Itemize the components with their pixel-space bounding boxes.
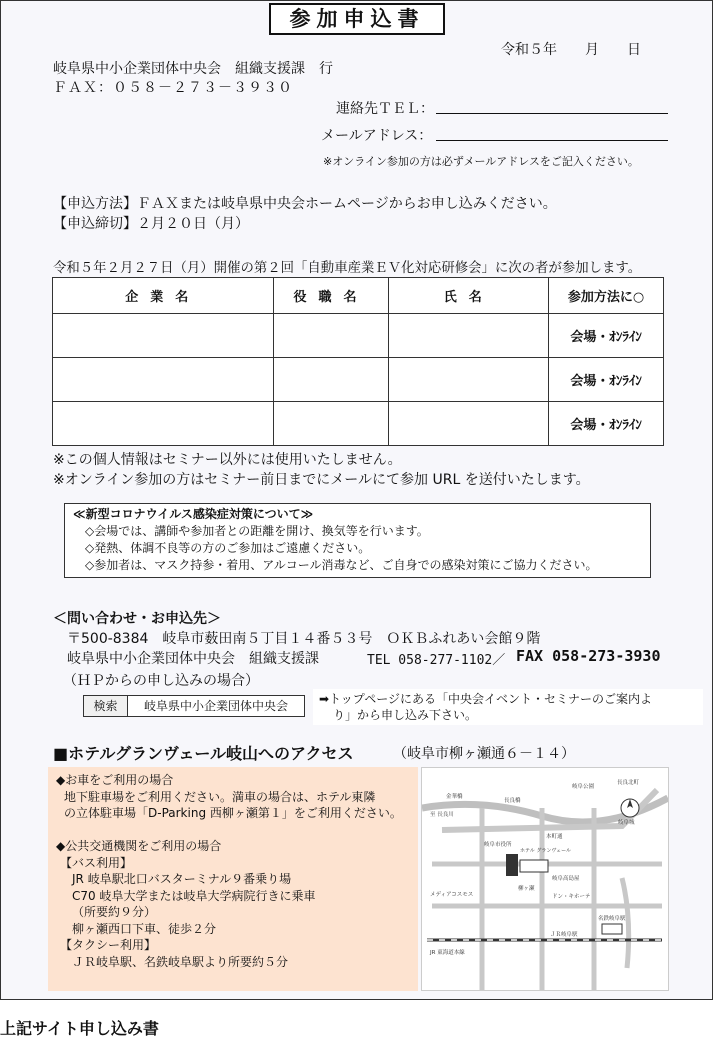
table-row: [53, 314, 664, 358]
map-label: 本町通: [546, 834, 563, 840]
recipient: 岐阜県中小企業団体中央会 組織支援課 行: [53, 61, 333, 77]
access-map: [421, 767, 669, 991]
position-cell[interactable]: [273, 358, 389, 402]
search-label: 検索: [84, 696, 128, 716]
map-label: JR 東海道本線: [430, 950, 465, 956]
map-label: ホテル グランヴェール: [520, 848, 572, 854]
access-line: の立体駐車場「D-Parking 西柳ヶ瀬第１」をご利用ください。: [64, 806, 402, 820]
col-company: 企業名: [53, 278, 274, 314]
access-line: ◆お車をご利用の場合: [56, 773, 174, 787]
access-line: 柳ヶ瀬西口下車、徒歩２分: [72, 921, 217, 936]
map-label: 柳ヶ瀬: [518, 886, 535, 892]
search-value: 岐阜県中小企業団体中央会: [143, 699, 288, 713]
form-title: 参加申込書: [269, 3, 445, 35]
access-heading: ■ホテルグランヴェール岐山へのアクセス: [53, 744, 354, 763]
col-name: 氏名: [389, 278, 549, 314]
tel-field[interactable]: [436, 113, 668, 114]
table-row: [53, 402, 664, 446]
map-label: メディアコスモス: [430, 892, 474, 898]
map-label: 岐阜公園: [572, 784, 595, 790]
map-label: 至 長良川: [430, 812, 454, 818]
search-box: [83, 695, 305, 717]
hp-note-line: ➡トップページにある「中央会イベント・セミナーのご案内よ: [319, 692, 652, 706]
tel-label: 連絡先ＴＥＬ：: [336, 101, 434, 117]
contact-heading: ＜問い合わせ・お申込先＞: [53, 611, 221, 627]
map-label: 名鉄岐阜駅: [598, 916, 626, 922]
access-line: [56, 822, 410, 839]
contact-tel: TEL 058-277-1102／: [367, 653, 506, 668]
hp-note: [313, 689, 703, 725]
footer-caption: 上記サイト申し込み書: [0, 1019, 159, 1038]
access-line: 【タクシー利用】: [60, 938, 157, 952]
map-label: 岐阜市役所: [484, 842, 512, 848]
company-cell[interactable]: [53, 402, 274, 446]
name-cell[interactable]: [389, 358, 549, 402]
covid-item: ◇発熱、体調不良等の方のご参加はご遠慮ください。: [85, 541, 371, 555]
apply-method: 【申込方法】ＦＡＸまたは岐阜県中央会ホームページからお申し込みください。: [53, 196, 557, 212]
apply-deadline: 【申込締切】２月２０日（月）: [53, 216, 249, 232]
date-line: 令和５年 月 日: [501, 42, 641, 58]
email-note: ※オンライン参加の方は必ずメールアドレスをご記入ください。: [323, 155, 639, 168]
access-line: 地下駐車場をご利用ください。満車の場合は、ホテル東隣: [64, 789, 376, 804]
access-line: 【バス利用】: [60, 855, 133, 870]
access-line: JR 岐阜駅北口バスターミナル９番乗り場: [72, 872, 292, 886]
hp-label: （ＨＰからの申し込みの場合）: [63, 673, 259, 689]
position-cell[interactable]: [273, 314, 389, 358]
fax-number: ＦＡＸ：０５８－２７３－３９３０: [53, 80, 293, 96]
map-graphic: [422, 768, 668, 990]
name-cell[interactable]: [389, 402, 549, 446]
contact-fax: FAX 058-273-3930: [516, 647, 661, 665]
map-label: 金華橋: [446, 794, 463, 800]
covid-item: ◇会場では、講師や参加者との距離を開け、換気等を行います。: [85, 524, 429, 538]
company-cell[interactable]: [53, 314, 274, 358]
col-position: 役職名: [273, 278, 389, 314]
company-cell[interactable]: [53, 358, 274, 402]
method-cell[interactable]: 会場・ｵﾝﾗｲﾝ: [549, 314, 664, 358]
covid-box: [64, 503, 651, 578]
access-info: [48, 767, 418, 991]
email-label: メールアドレス：: [321, 128, 433, 144]
map-label: 岐阜高島屋: [552, 876, 580, 882]
name-cell[interactable]: [389, 314, 549, 358]
covid-item: ◇参加者は、マスク持参・着用、アルコール消毒など、ご自身での感染対策にご協力ください。: [85, 558, 598, 572]
access-address: （岐阜市柳ヶ瀬通６－１４）: [393, 746, 575, 762]
table-row: [53, 358, 664, 402]
email-field[interactable]: [436, 140, 668, 141]
col-method: 参加方法に○: [549, 278, 664, 314]
hp-note-line: り」から申し込み下さい。: [333, 708, 478, 722]
position-cell[interactable]: [273, 402, 389, 446]
map-label: 岐阜城: [618, 820, 635, 826]
access-line: （所要約９分）: [72, 905, 157, 919]
contact-address: 〒500-8384 岐阜市薮田南５丁目１４番５３号 ＯＫＢふれあい会館９階: [67, 631, 541, 647]
method-cell[interactable]: 会場・ｵﾝﾗｲﾝ: [549, 358, 664, 402]
online-note: ※オンライン参加の方はセミナー前日までにメールにて参加 URL を送付いたします。: [53, 472, 590, 488]
table-header-row: [53, 278, 664, 314]
access-line: ＪＲ岐阜駅、名鉄岐阜駅より所要約５分: [72, 954, 289, 969]
covid-title: ≪新型コロナウイルス感染症対策について≫: [73, 507, 314, 521]
entry-table: [52, 277, 664, 446]
access-line: ◆公共交通機関をご利用の場合: [56, 839, 222, 853]
map-label: ＪＲ岐阜駅: [550, 932, 578, 938]
contact-org: 岐阜県中小企業団体中央会 組織支援課: [67, 651, 319, 667]
map-label: ドン・キホーテ: [552, 894, 591, 900]
access-line: C70 岐阜大学または岐阜大学病院行きに乗車: [72, 888, 316, 903]
method-cell[interactable]: 会場・ｵﾝﾗｲﾝ: [549, 402, 664, 446]
map-label: 長良橋: [504, 798, 521, 804]
intro-text: 令和５年２月２７日（月）開催の第２回「自動車産業ＥＶ化対応研修会」に次の者が参加します。: [53, 261, 642, 276]
map-label: 長良北町: [617, 780, 640, 786]
privacy-note: ※この個人情報はセミナー以外には使用いたしません。: [53, 452, 402, 468]
